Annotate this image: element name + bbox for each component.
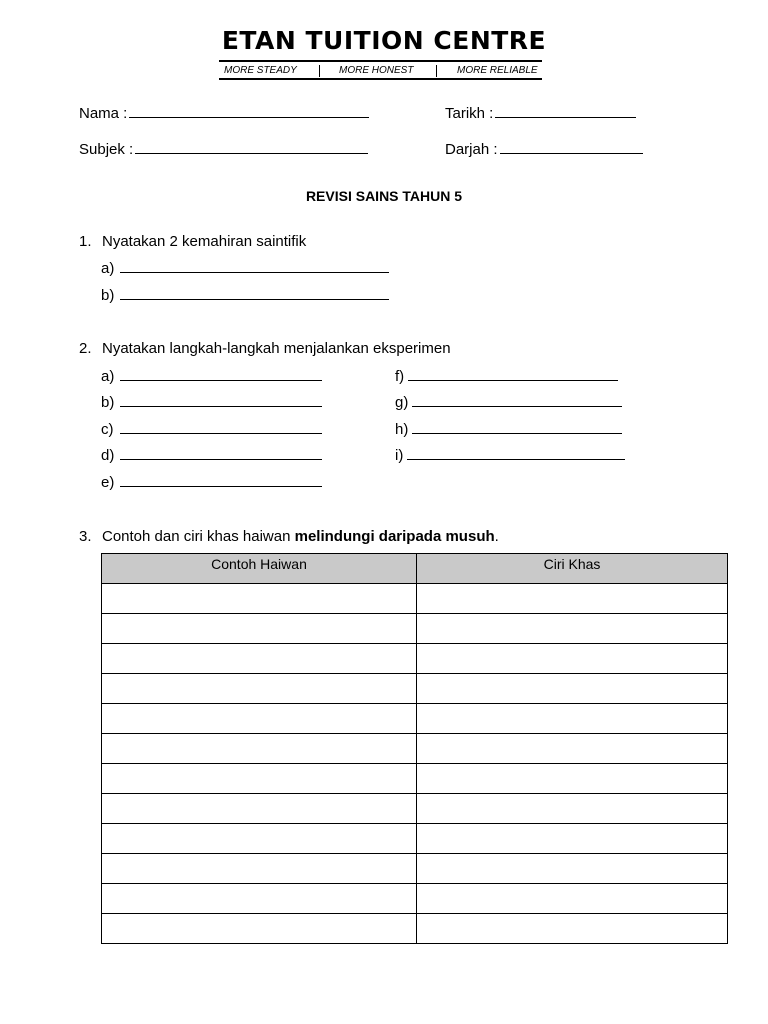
table-row — [102, 584, 728, 614]
answer-blank[interactable] — [412, 405, 622, 407]
option-label: a) — [101, 260, 115, 277]
q2-option-a — [101, 368, 322, 385]
ciri-khas-cell[interactable] — [417, 644, 728, 674]
subjek-field — [79, 141, 368, 158]
worksheet-title: REVISI SAINS TAHUN 5 — [305, 188, 463, 204]
contoh-haiwan-cell[interactable] — [102, 824, 417, 854]
darjah-blank[interactable] — [500, 152, 643, 154]
ciri-khas-cell[interactable] — [417, 854, 728, 884]
contoh-haiwan-cell[interactable] — [102, 644, 417, 674]
answer-blank[interactable] — [120, 405, 322, 407]
q2-option-d — [101, 447, 322, 464]
answer-blank[interactable] — [412, 432, 622, 434]
contoh-haiwan-cell[interactable] — [102, 884, 417, 914]
q2-option-f — [395, 368, 618, 385]
darjah-label: Darjah : — [445, 141, 498, 158]
ciri-khas-cell[interactable] — [417, 674, 728, 704]
table-row — [102, 614, 728, 644]
motto-separator — [436, 65, 437, 77]
ciri-khas-cell[interactable] — [417, 824, 728, 854]
answer-blank[interactable] — [407, 458, 625, 460]
option-label: d) — [101, 447, 115, 464]
contoh-haiwan-cell[interactable] — [102, 914, 417, 944]
question-number: 1. — [79, 233, 92, 250]
subjek-blank[interactable] — [135, 152, 368, 154]
contoh-haiwan-cell[interactable] — [102, 764, 417, 794]
option-label: b) — [101, 287, 115, 304]
table-row — [102, 914, 728, 944]
table-row — [102, 644, 728, 674]
answer-blank[interactable] — [120, 485, 322, 487]
option-label: b) — [101, 394, 115, 411]
question-text-part: . — [494, 528, 499, 545]
animal-table — [101, 553, 728, 944]
answer-blank[interactable] — [120, 271, 389, 273]
header-contoh-haiwan: Contoh Haiwan — [102, 554, 417, 584]
option-label: g) — [395, 394, 409, 411]
option-label: h) — [395, 421, 409, 438]
answer-blank[interactable] — [408, 379, 618, 381]
contoh-haiwan-cell[interactable] — [102, 794, 417, 824]
header-ciri-khas: Ciri Khas — [417, 554, 728, 584]
tarikh-label: Tarikh : — [445, 105, 494, 122]
motto-item: MORE HONEST — [339, 65, 414, 76]
tarikh-field — [445, 105, 636, 122]
q1-option-a — [101, 260, 389, 277]
question-1 — [79, 233, 307, 250]
question-text — [102, 528, 499, 545]
table-row — [102, 824, 728, 854]
question-3 — [79, 528, 499, 545]
contoh-haiwan-cell[interactable] — [102, 704, 417, 734]
darjah-field — [445, 141, 643, 158]
table-row — [102, 704, 728, 734]
nama-label: Nama : — [79, 105, 128, 122]
nama-blank[interactable] — [129, 116, 369, 118]
centre-name: ETAN TUITION CENTRE — [221, 26, 547, 55]
table-row — [102, 794, 728, 824]
contoh-haiwan-cell[interactable] — [102, 674, 417, 704]
ciri-khas-cell[interactable] — [417, 914, 728, 944]
answer-blank[interactable] — [120, 432, 322, 434]
option-label: c) — [101, 421, 114, 438]
table-row — [102, 764, 728, 794]
nama-field — [79, 105, 369, 122]
answer-blank[interactable] — [120, 379, 322, 381]
motto-bar — [219, 60, 542, 80]
motto-separator — [319, 65, 320, 77]
subjek-label: Subjek : — [79, 141, 134, 158]
q2-option-g — [395, 394, 622, 411]
q2-option-h — [395, 421, 622, 438]
option-label: a) — [101, 368, 115, 385]
question-text-bold: melindungi daripada musuh — [294, 528, 495, 545]
ciri-khas-cell[interactable] — [417, 704, 728, 734]
option-label: f) — [395, 368, 405, 385]
answer-blank[interactable] — [120, 298, 389, 300]
q2-option-c — [101, 421, 322, 438]
table-body — [102, 584, 728, 944]
ciri-khas-cell[interactable] — [417, 794, 728, 824]
tarikh-blank[interactable] — [495, 116, 636, 118]
ciri-khas-cell[interactable] — [417, 734, 728, 764]
contoh-haiwan-cell[interactable] — [102, 854, 417, 884]
q2-option-b — [101, 394, 322, 411]
q2-option-e — [101, 474, 322, 491]
ciri-khas-cell[interactable] — [417, 614, 728, 644]
question-text-part: Contoh dan ciri khas haiwan — [102, 528, 295, 545]
contoh-haiwan-cell[interactable] — [102, 584, 417, 614]
ciri-khas-cell[interactable] — [417, 764, 728, 794]
question-number: 3. — [79, 528, 92, 545]
table-row — [102, 884, 728, 914]
motto-item: MORE STEADY — [224, 65, 297, 76]
contoh-haiwan-cell[interactable] — [102, 734, 417, 764]
question-number: 2. — [79, 340, 92, 357]
option-label: i) — [395, 447, 404, 464]
table-row — [102, 674, 728, 704]
table-row — [102, 854, 728, 884]
option-label: e) — [101, 474, 115, 491]
table-row — [102, 734, 728, 764]
q2-option-i — [395, 447, 625, 464]
ciri-khas-cell[interactable] — [417, 584, 728, 614]
answer-blank[interactable] — [120, 458, 322, 460]
motto-item: MORE RELIABLE — [457, 65, 538, 76]
q1-option-b — [101, 287, 389, 304]
contoh-haiwan-cell[interactable] — [102, 614, 417, 644]
question-text: Nyatakan 2 kemahiran saintifik — [102, 233, 307, 250]
table-header-row — [102, 554, 728, 584]
question-2 — [79, 340, 451, 357]
ciri-khas-cell[interactable] — [417, 884, 728, 914]
question-text: Nyatakan langkah-langkah menjalankan eksperimen — [102, 340, 451, 357]
